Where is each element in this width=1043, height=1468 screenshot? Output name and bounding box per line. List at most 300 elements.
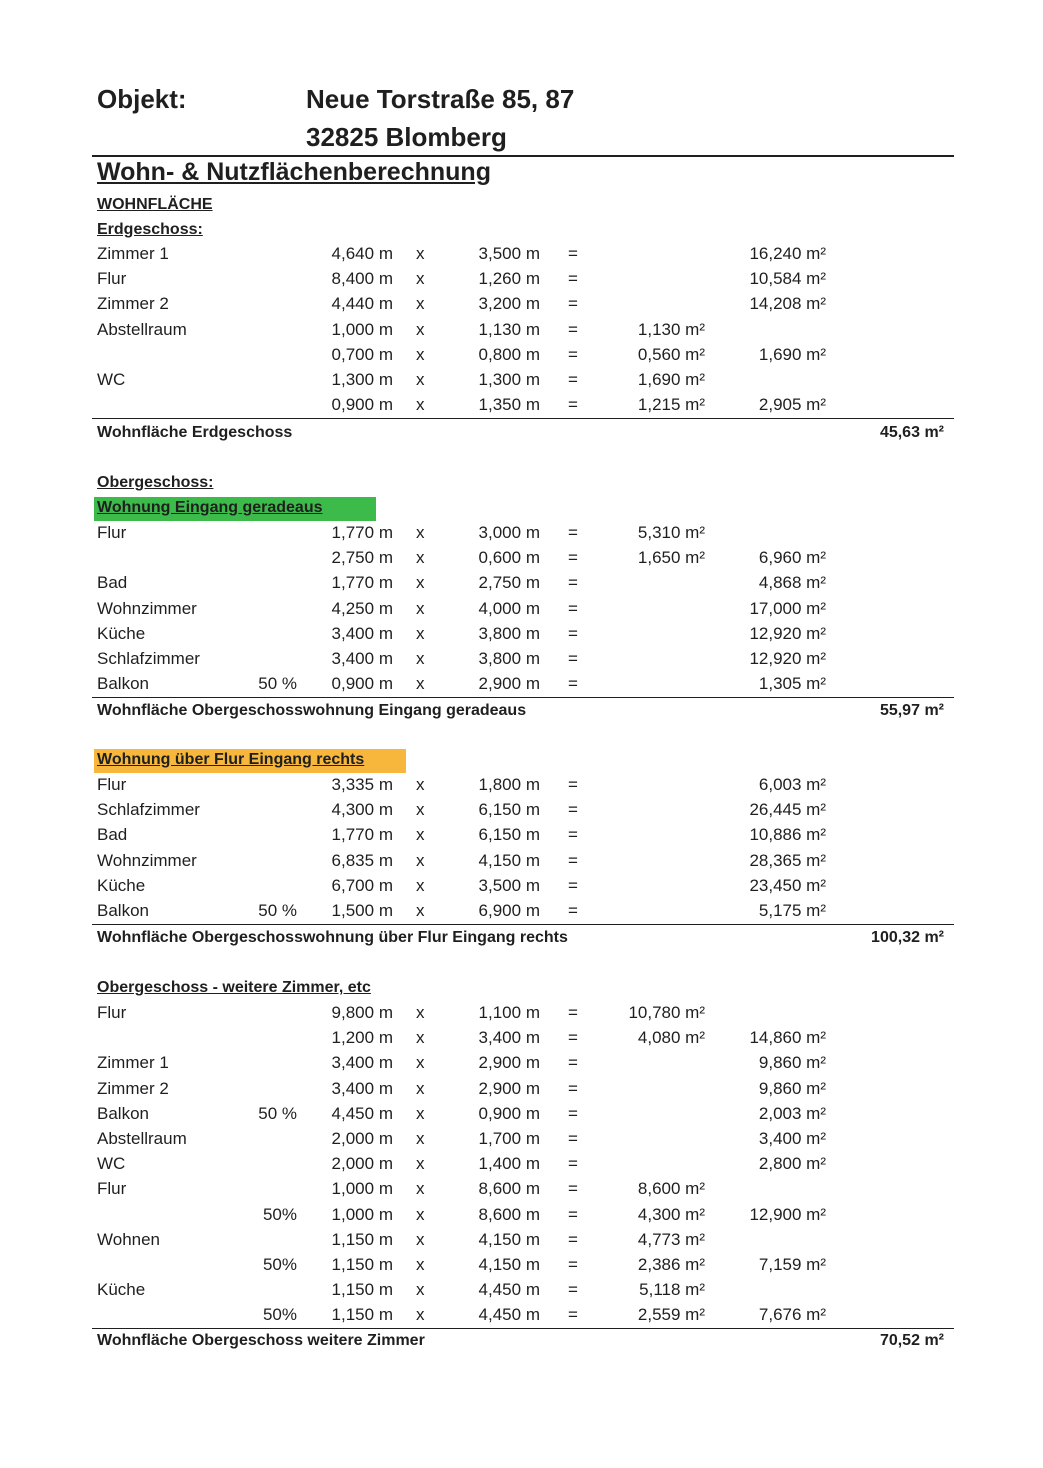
unit-m: m <box>525 344 540 364</box>
unit-m2: m² <box>806 800 826 820</box>
length-number: 3,400 <box>331 1053 375 1073</box>
partial-area-number: 1,690 <box>637 370 681 389</box>
unit-m: m <box>525 775 540 794</box>
length-number: 1,150 <box>331 1305 375 1325</box>
unit-m2: m² <box>685 548 705 568</box>
length-value <box>332 1104 393 1124</box>
equals-sign: = <box>568 269 578 289</box>
room-area <box>749 825 826 845</box>
unit-m: m <box>525 1154 540 1174</box>
room-area-number: 5,175 <box>758 901 802 920</box>
unit-m2: m² <box>806 875 826 895</box>
multiply-sign: x <box>416 1078 425 1098</box>
room-area <box>759 1129 826 1149</box>
unit-m: m <box>378 775 393 794</box>
unit-m: m <box>378 1179 393 1199</box>
unit-m: m <box>525 674 540 694</box>
length-value <box>332 1154 393 1174</box>
room-area-number: 10,584 <box>749 269 802 289</box>
subtotal-number: 70,52 <box>879 1332 920 1349</box>
header-divider <box>92 155 954 157</box>
multiply-sign: x <box>416 370 425 389</box>
equals-sign: = <box>568 1154 578 1174</box>
unit-m: m <box>525 875 540 895</box>
percent-factor: 50 % <box>258 901 297 920</box>
room-area-number: 2,905 <box>758 395 802 415</box>
room-area <box>759 1079 826 1099</box>
multiply-sign: x <box>416 800 425 820</box>
room-name: Flur <box>97 269 127 289</box>
width-number: 4,450 <box>478 1305 522 1325</box>
equals-sign: = <box>568 548 578 568</box>
partial-area-number: 1,130 <box>637 319 681 339</box>
length-number: 3,400 <box>331 649 375 668</box>
subtotal-number: 55,97 <box>879 702 920 719</box>
length-value <box>332 1255 393 1275</box>
table-row <box>0 1280 1043 1305</box>
partial-area-number: 1,650 <box>637 548 681 568</box>
room-name: Wohnen <box>97 1229 161 1249</box>
length-number: 2,000 <box>331 1129 375 1148</box>
percent-factor: 50% <box>262 1305 297 1325</box>
table-row <box>0 345 1043 370</box>
room-name: Küche <box>97 1280 146 1300</box>
width-number: 4,150 <box>478 1255 522 1274</box>
room-area <box>749 649 826 669</box>
room-area <box>749 1028 826 1048</box>
length-value <box>332 345 393 365</box>
room-area-number: 16,240 <box>749 244 802 263</box>
table-row <box>0 825 1043 850</box>
unit-m: m <box>378 1204 393 1224</box>
multiply-sign: x <box>416 598 425 618</box>
address-city: 32825 Blomberg <box>306 122 507 152</box>
unit-m: m <box>525 598 540 618</box>
room-area-number: 2,003 <box>758 1103 802 1123</box>
subtotal-value <box>880 1332 944 1350</box>
multiply-sign: x <box>416 1003 425 1022</box>
room-name: WC <box>97 370 126 389</box>
partial-area-number: 4,300 <box>637 1204 681 1224</box>
multiply-sign: x <box>416 1053 425 1073</box>
room-area <box>749 599 826 619</box>
unit-m: m <box>378 623 393 643</box>
equals-sign: = <box>568 1255 578 1274</box>
room-area-number: 23,450 <box>749 875 802 895</box>
unit-m: m <box>378 294 393 314</box>
partial-area <box>638 1179 705 1199</box>
unit-m: m <box>378 1103 393 1123</box>
multiply-sign: x <box>416 344 425 364</box>
table-row <box>0 1053 1043 1078</box>
unit-m: m <box>525 1204 540 1224</box>
partial-area-number: 1,215 <box>637 395 681 415</box>
table-row <box>0 1079 1043 1104</box>
unit-m: m <box>525 1078 540 1098</box>
page-title: Wohn- & Nutzflächenberechnung <box>97 158 491 186</box>
room-area-number: 12,900 <box>749 1204 802 1224</box>
unit-m: m <box>378 395 393 415</box>
unit-m: m <box>378 649 393 668</box>
table-row <box>0 1205 1043 1230</box>
length-number: 1,150 <box>331 1255 375 1274</box>
table-row <box>0 395 1043 420</box>
length-value <box>332 1053 393 1073</box>
unit-m: m <box>525 1305 540 1325</box>
width-number: 3,800 <box>478 649 522 668</box>
multiply-sign: x <box>416 623 425 643</box>
room-area <box>749 244 826 264</box>
room-area <box>759 1154 826 1174</box>
unit-m2: m² <box>806 344 826 364</box>
width-number: 3,500 <box>478 875 522 895</box>
unit-m2: m² <box>806 1053 826 1073</box>
unit-m2: m² <box>806 649 826 668</box>
length-number: 1,770 <box>331 523 375 542</box>
equals-sign: = <box>568 1103 578 1123</box>
equals-sign: = <box>568 623 578 643</box>
length-value <box>332 1028 393 1048</box>
width-value <box>479 1003 540 1023</box>
length-number: 4,440 <box>331 294 375 314</box>
width-number: 1,300 <box>478 370 522 389</box>
multiply-sign: x <box>416 319 425 339</box>
table-row <box>0 1154 1043 1179</box>
equals-sign: = <box>568 319 578 339</box>
width-number: 4,000 <box>478 598 522 618</box>
room-area <box>749 624 826 644</box>
unit-m: m <box>378 1255 393 1274</box>
partial-area-number: 10,780 <box>628 1003 681 1022</box>
length-value <box>332 320 393 340</box>
equals-sign: = <box>568 775 578 794</box>
partial-area <box>638 345 705 365</box>
width-value <box>479 1230 540 1250</box>
partial-area <box>638 523 705 543</box>
width-value <box>479 624 540 644</box>
multiply-sign: x <box>416 1103 425 1123</box>
table-row <box>0 1179 1043 1204</box>
unit-m2: m² <box>806 1129 826 1148</box>
total-divider <box>92 418 954 419</box>
room-area <box>759 1255 826 1275</box>
address-street: Neue Torstraße 85, 87 <box>306 84 575 114</box>
length-value <box>332 624 393 644</box>
table-row <box>0 269 1043 294</box>
room-name: Zimmer 2 <box>97 1078 169 1098</box>
width-number: 1,700 <box>478 1129 522 1148</box>
room-name: Zimmer 1 <box>97 244 169 263</box>
unit-m2: m² <box>806 825 826 845</box>
unit-m2: m² <box>806 294 826 314</box>
width-value <box>479 1305 540 1325</box>
length-value <box>332 851 393 871</box>
equals-sign: = <box>568 1129 578 1148</box>
multiply-sign: x <box>416 548 425 568</box>
room-area-number: 12,920 <box>749 623 802 643</box>
multiply-sign: x <box>416 573 425 593</box>
length-number: 0,900 <box>331 674 375 694</box>
width-value <box>479 320 540 340</box>
partial-area-number: 5,310 <box>637 523 681 542</box>
unit-m: m <box>525 901 540 920</box>
room-name: Abstellraum <box>97 319 187 339</box>
width-number: 2,750 <box>478 573 522 593</box>
unit-m2: m² <box>806 1078 826 1098</box>
unit-m: m <box>525 800 540 820</box>
table-row <box>0 294 1043 319</box>
equals-sign: = <box>568 1280 578 1300</box>
length-number: 2,750 <box>331 548 375 568</box>
table-row <box>0 1305 1043 1330</box>
unit-m2: m² <box>806 775 826 794</box>
width-value <box>479 294 540 314</box>
width-number: 1,800 <box>478 775 522 794</box>
room-name: Küche <box>97 623 146 643</box>
room-area-number: 1,305 <box>758 674 802 694</box>
equals-sign: = <box>568 1078 578 1098</box>
table-row <box>0 1003 1043 1028</box>
width-value <box>479 1255 540 1275</box>
room-name: Küche <box>97 875 146 895</box>
room-name: Flur <box>97 1003 127 1022</box>
room-name: Flur <box>97 775 127 794</box>
partial-area-number: 4,080 <box>637 1028 681 1048</box>
equals-sign: = <box>568 598 578 618</box>
multiply-sign: x <box>416 1154 425 1174</box>
unit-m: m <box>378 1129 393 1148</box>
room-area <box>759 345 826 365</box>
length-number: 4,300 <box>331 800 375 820</box>
width-number: 6,150 <box>478 800 522 820</box>
width-value <box>479 1104 540 1124</box>
unit-m: m <box>525 1129 540 1148</box>
partial-area-number: 4,773 <box>637 1229 681 1249</box>
partial-area <box>638 1028 705 1048</box>
partial-area-number: 5,118 <box>639 1280 681 1300</box>
partial-area <box>638 1230 705 1250</box>
table-row <box>0 624 1043 649</box>
unit-m: m <box>525 623 540 643</box>
unit-m: m <box>378 269 393 289</box>
equals-sign: = <box>568 649 578 668</box>
partial-area-number: 0,560 <box>637 344 681 364</box>
width-number: 2,900 <box>478 1078 522 1098</box>
unit-m2: m² <box>806 1255 826 1274</box>
multiply-sign: x <box>416 825 425 845</box>
width-value <box>479 599 540 619</box>
unit-m: m <box>378 1078 393 1098</box>
unit-m: m <box>378 1154 393 1174</box>
length-value <box>332 1205 393 1225</box>
room-area-number: 9,860 <box>758 1078 802 1098</box>
equals-sign: = <box>568 800 578 820</box>
width-number: 0,900 <box>478 1103 522 1123</box>
unit-m2: m² <box>806 901 826 920</box>
unit-m2: m² <box>685 1305 705 1325</box>
width-number: 2,900 <box>478 674 522 694</box>
length-number: 8,400 <box>331 269 375 289</box>
section-title: WOHNFLÄCHE <box>97 196 213 213</box>
width-number: 1,350 <box>478 395 522 415</box>
length-value <box>332 1003 393 1023</box>
unit-m2: m² <box>806 244 826 263</box>
equals-sign: = <box>568 344 578 364</box>
partial-area-number: 2,559 <box>637 1305 681 1325</box>
width-value <box>479 775 540 795</box>
unit-m: m <box>525 1053 540 1073</box>
unit-m2: m² <box>685 395 705 415</box>
table-row <box>0 370 1043 395</box>
equals-sign: = <box>568 1204 578 1224</box>
table-row <box>0 599 1043 624</box>
unit-m: m <box>378 344 393 364</box>
length-number: 1,300 <box>331 370 375 389</box>
room-name: WC <box>97 1154 126 1174</box>
width-value <box>479 825 540 845</box>
length-number: 4,250 <box>331 598 375 618</box>
multiply-sign: x <box>416 1204 425 1224</box>
room-area-number: 28,365 <box>749 850 802 870</box>
room-area <box>759 674 826 694</box>
length-number: 6,835 <box>331 850 375 870</box>
length-number: 1,000 <box>331 319 375 339</box>
multiply-sign: x <box>416 269 425 289</box>
unit-m2: m² <box>806 548 826 568</box>
length-number: 4,450 <box>331 1103 375 1123</box>
equals-sign: = <box>568 901 578 920</box>
unit-m2: m² <box>806 1305 826 1325</box>
length-number: 0,700 <box>331 344 375 364</box>
subtotal-number: 100,32 <box>871 929 920 946</box>
table-row <box>0 573 1043 598</box>
length-value <box>332 800 393 820</box>
width-value <box>479 269 540 289</box>
unit-m: m <box>378 800 393 820</box>
partial-area <box>638 548 705 568</box>
table-row <box>0 851 1043 876</box>
room-area-number: 4,868 <box>758 573 802 593</box>
unit-m: m <box>378 244 393 263</box>
partial-area <box>638 395 705 415</box>
unit-m: m <box>378 875 393 895</box>
partial-area-number: 8,600 <box>637 1179 681 1199</box>
length-number: 9,800 <box>331 1003 375 1022</box>
unit-m2: m² <box>806 573 826 593</box>
unit-m2: m² <box>685 370 705 389</box>
room-name: Balkon <box>97 1103 149 1123</box>
room-name: Wohnzimmer <box>97 850 197 870</box>
room-area <box>759 1305 826 1325</box>
width-number: 3,000 <box>478 523 522 542</box>
multiply-sign: x <box>416 244 425 263</box>
length-value <box>332 294 393 314</box>
width-value <box>479 901 540 921</box>
unit-m: m <box>378 1229 393 1249</box>
width-number: 0,600 <box>478 548 522 568</box>
room-name: Balkon <box>97 674 149 694</box>
room-name: Zimmer 2 <box>97 294 169 314</box>
total-divider <box>92 924 954 925</box>
length-number: 3,400 <box>331 1078 375 1098</box>
unit-m: m <box>525 1255 540 1274</box>
object-label: Objekt: <box>97 84 187 114</box>
width-value <box>479 1028 540 1048</box>
multiply-sign: x <box>416 1229 425 1249</box>
unit-m2: m² <box>924 424 944 441</box>
length-number: 3,335 <box>331 775 375 794</box>
room-area <box>759 1053 826 1073</box>
partial-area <box>638 1205 705 1225</box>
length-value <box>332 244 393 264</box>
table-row <box>0 1230 1043 1255</box>
unit-m2: m² <box>685 1003 705 1022</box>
partial-area <box>639 1280 705 1300</box>
width-number: 6,900 <box>478 901 522 920</box>
width-number: 1,400 <box>478 1154 522 1174</box>
unit-m2: m² <box>806 623 826 643</box>
subtotal-label: Wohnfläche Obergeschosswohnung Eingang geradeaus <box>97 702 527 719</box>
unit-m: m <box>525 850 540 870</box>
room-area <box>759 775 826 795</box>
room-name: Flur <box>97 1179 127 1199</box>
width-number: 4,150 <box>478 850 522 870</box>
width-value <box>479 876 540 896</box>
multiply-sign: x <box>416 294 425 314</box>
equals-sign: = <box>568 1179 578 1199</box>
multiply-sign: x <box>416 850 425 870</box>
unit-m2: m² <box>924 1332 944 1349</box>
equals-sign: = <box>568 294 578 314</box>
multiply-sign: x <box>416 1028 425 1048</box>
group-heading: Erdgeschoss: <box>97 221 203 238</box>
multiply-sign: x <box>416 1179 425 1199</box>
apartment-subheading: Wohnung Eingang geradeaus <box>97 499 323 516</box>
length-value <box>332 775 393 795</box>
equals-sign: = <box>568 674 578 694</box>
length-number: 3,400 <box>331 623 375 643</box>
width-number: 4,150 <box>478 1229 522 1249</box>
unit-m2: m² <box>806 598 826 618</box>
equals-sign: = <box>568 825 578 845</box>
room-area <box>749 1205 826 1225</box>
width-number: 3,800 <box>478 623 522 643</box>
unit-m: m <box>378 598 393 618</box>
unit-m2: m² <box>685 1280 705 1300</box>
room-area-number: 14,860 <box>749 1028 802 1048</box>
length-number: 4,640 <box>331 244 375 263</box>
room-area <box>759 901 826 921</box>
width-number: 8,600 <box>478 1179 522 1199</box>
unit-m2: m² <box>685 1229 705 1249</box>
width-number: 8,600 <box>478 1204 522 1224</box>
unit-m: m <box>525 825 540 845</box>
equals-sign: = <box>568 573 578 593</box>
width-number: 2,900 <box>478 1053 522 1073</box>
subtotal-label: Wohnfläche Erdgeschoss <box>97 424 293 441</box>
unit-m: m <box>378 825 393 845</box>
unit-m2: m² <box>806 1204 826 1224</box>
unit-m: m <box>525 573 540 593</box>
unit-m2: m² <box>685 1204 705 1224</box>
room-area <box>749 876 826 896</box>
length-number: 1,150 <box>331 1229 375 1249</box>
width-value <box>479 1154 540 1174</box>
multiply-sign: x <box>416 901 425 920</box>
length-value <box>332 1280 393 1300</box>
equals-sign: = <box>568 1003 578 1022</box>
group-heading: Obergeschoss: <box>97 474 214 491</box>
